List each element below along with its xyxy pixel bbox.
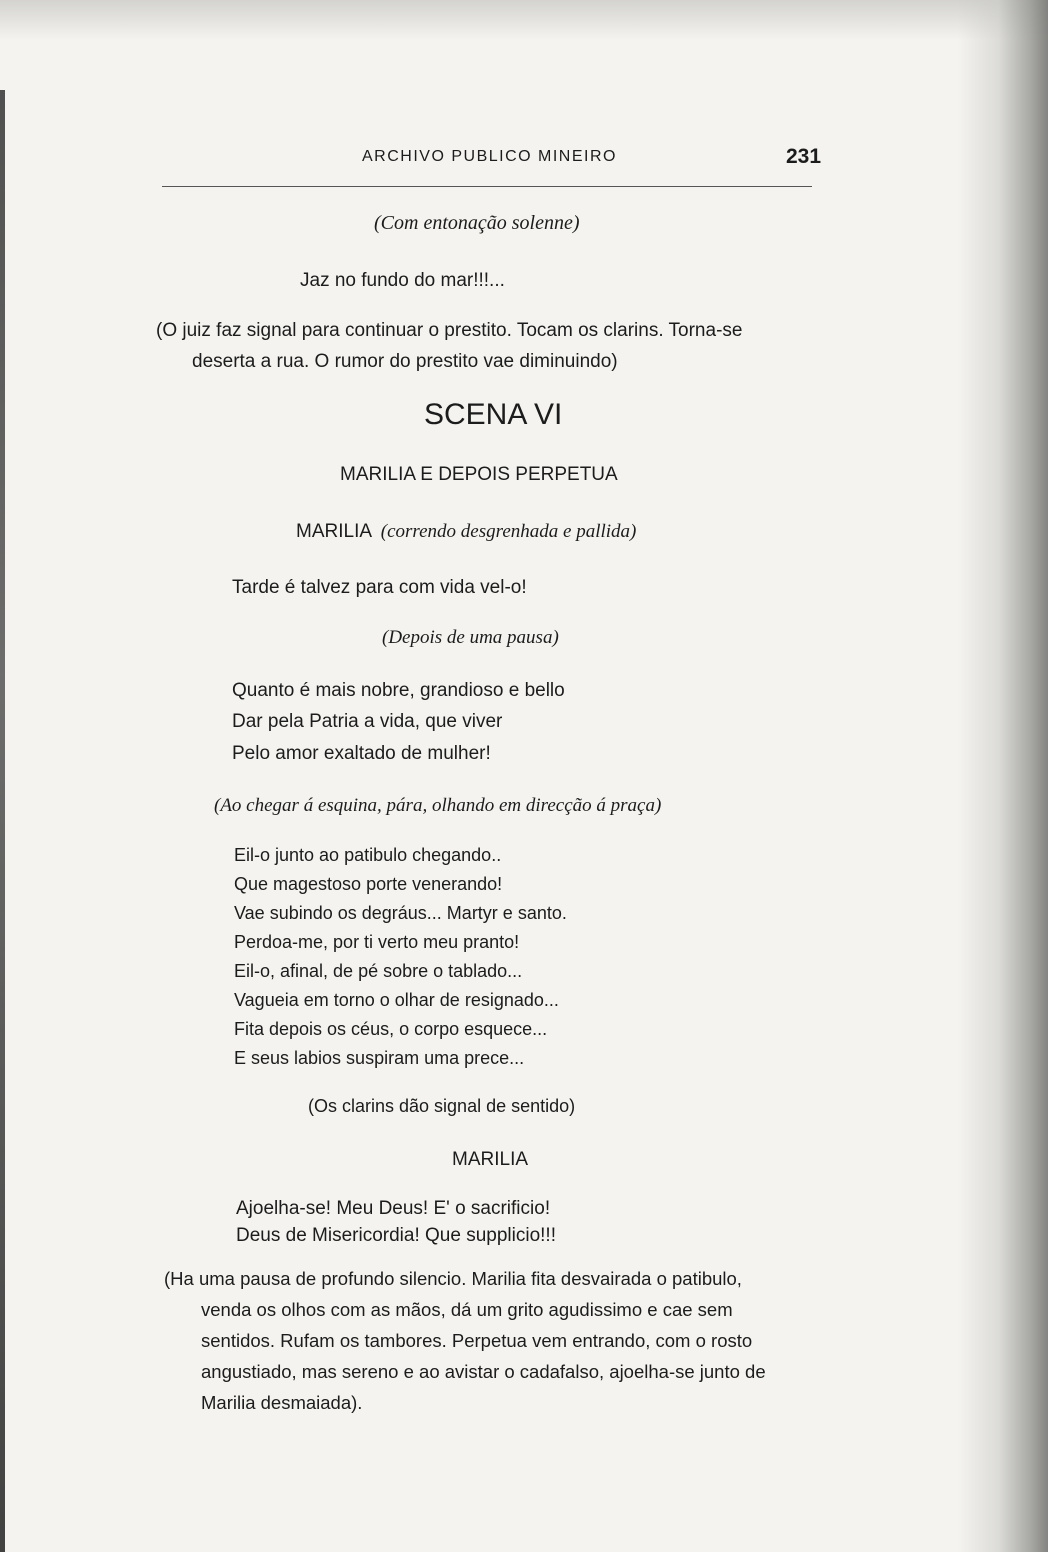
scene-characters: MARILIA E DEPOIS PERPETUA (340, 464, 618, 485)
stage-direction: sentidos. Rufam os tambores. Perpetua vem entrando, com o rosto (201, 1330, 753, 1351)
stage-direction-pause: (Depois de uma pausa) (382, 627, 559, 648)
verse-line: Ajoelha-se! Meu Deus! E' o sacrificio! (236, 1198, 551, 1219)
stage-direction: deserta a rua. O rumor do prestito vae diminuindo) (192, 351, 618, 372)
stage-direction: angustiado, mas sereno e ao avistar o cadafalso, ajoelha-se junto de (201, 1361, 766, 1382)
verse-line: Deus de Misericordia! Que supplicio!!! (236, 1225, 556, 1246)
verse-line: Jaz no fundo do mar!!!... (300, 270, 505, 291)
verse-line: Pelo amor exaltado de mulher! (232, 743, 491, 764)
verse-line: Quanto é mais nobre, grandioso e bello (232, 680, 565, 701)
speaker-direction: (correndo desgrenhada e pallida) (380, 521, 637, 542)
speaker-name: MARILIA (296, 521, 373, 542)
stage-direction: (Ha uma pausa de profundo silencio. Marilia fita desvairada o patibulo, (164, 1268, 742, 1289)
page-number: 231 (786, 145, 822, 168)
running-title: ARCHIVO PUBLICO MINEIRO (362, 148, 617, 165)
header-rule (162, 186, 812, 187)
page-left-edge (0, 90, 5, 1552)
scene-title: SCENA VI (424, 398, 563, 431)
stage-direction: (O juiz faz signal para continuar o prestito. Tocam os clarins. Torna-se (156, 320, 743, 341)
verse-line: Tarde é talvez para com vida vel-o! (232, 577, 527, 598)
verse-line: Perdoa-me, por ti verto meu pranto! (234, 932, 520, 952)
verse-line: Que magestoso porte venerando! (234, 874, 503, 894)
stage-direction-solemn: (Com entonação solenne) (374, 212, 580, 234)
verse-line: E seus labios suspiram uma prece... (234, 1048, 525, 1068)
verse-line: Fita depois os céus, o corpo esquece... (234, 1019, 548, 1039)
stage-direction-corner: (Ao chegar á esquina, pára, olhando em direcção á praça) (214, 795, 662, 816)
page-gutter-shadow (958, 0, 1048, 1552)
verse-line: Vae subindo os degráus... Martyr e santo. (234, 903, 567, 923)
verse-line: Eil-o, afinal, de pé sobre o tablado... (234, 961, 523, 981)
stage-direction: (Os clarins dão signal de sentido) (308, 1096, 576, 1116)
speaker-name: MARILIA (452, 1149, 529, 1170)
stage-direction: Marilia desmaiada). (201, 1392, 363, 1413)
verse-line: Eil-o junto ao patibulo chegando.. (234, 845, 502, 865)
verse-line: Vagueia em torno o olhar de resignado... (234, 990, 559, 1010)
verse-line: Dar pela Patria a vida, que viver (232, 711, 503, 732)
page-top-shadow (0, 0, 1048, 40)
speaker-heading (296, 521, 636, 543)
stage-direction: venda os olhos com as mãos, dá um grito agudissimo e cae sem (201, 1299, 733, 1320)
